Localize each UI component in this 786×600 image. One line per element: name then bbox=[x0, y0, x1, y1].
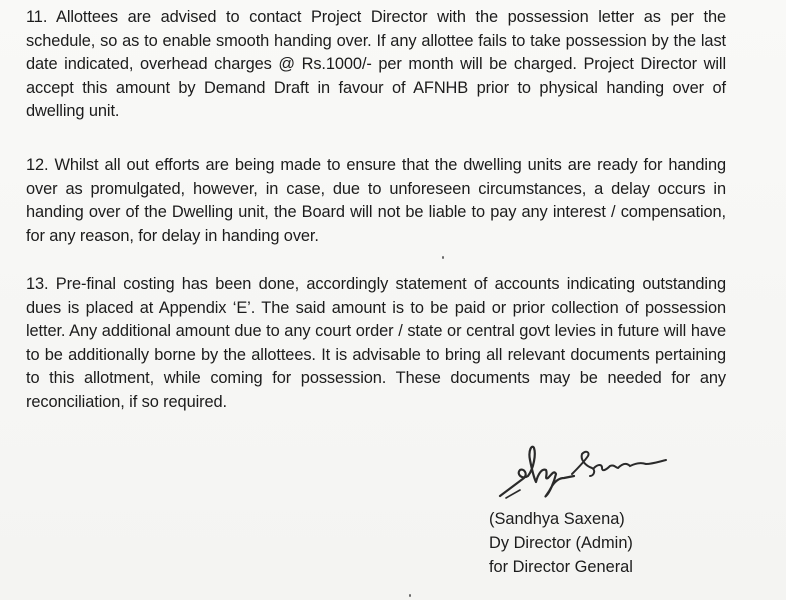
paragraph-13: 13. Pre-final costing has been done, accordingly statement of accounts indicating outstanding dues is placed at Appendix ‘E’. The said amount is to be paid or prior collection of possession letter. Any additional amount due to any court order / state or central govt levies in future will have to be additionally borne by the allottees. It is advisable to bring all relevant documents pertaining to this allotment, while coming for possession. These documents may be needed for any reconciliation, if so required. bbox=[26, 275, 726, 411]
signatory-name: (Sandhya Saxena) bbox=[489, 510, 625, 528]
signatory-designation: Dy Director (Admin) bbox=[489, 534, 633, 552]
handwritten-signature bbox=[494, 438, 670, 506]
signature-block bbox=[489, 507, 633, 579]
paragraph-11: 11. Allottees are advised to contact Project Director with the possession letter as per the schedule, so as to enable smooth handing over. If any allottee fails to take possession by the last date indicated, overhead charges @ Rs.1000/- per month will be charged. Project Director will accept this amount by Demand Draft in favour of AFNHB prior to physical handing over of dwelling unit. bbox=[26, 8, 726, 120]
paragraph-12: 12. Whilst all out efforts are being made to ensure that the dwelling units are ready for handing over as promulgated, however, in case, due to unforeseen circumstances, a delay occurs in handing over of the Dwelling unit, the Board will not be liable to pay any interest / compensation, for any reason, for delay in handing over. bbox=[26, 156, 726, 245]
scan-speck bbox=[409, 594, 411, 597]
scan-speck bbox=[442, 256, 444, 259]
signatory-for-line: for Director General bbox=[489, 558, 633, 576]
